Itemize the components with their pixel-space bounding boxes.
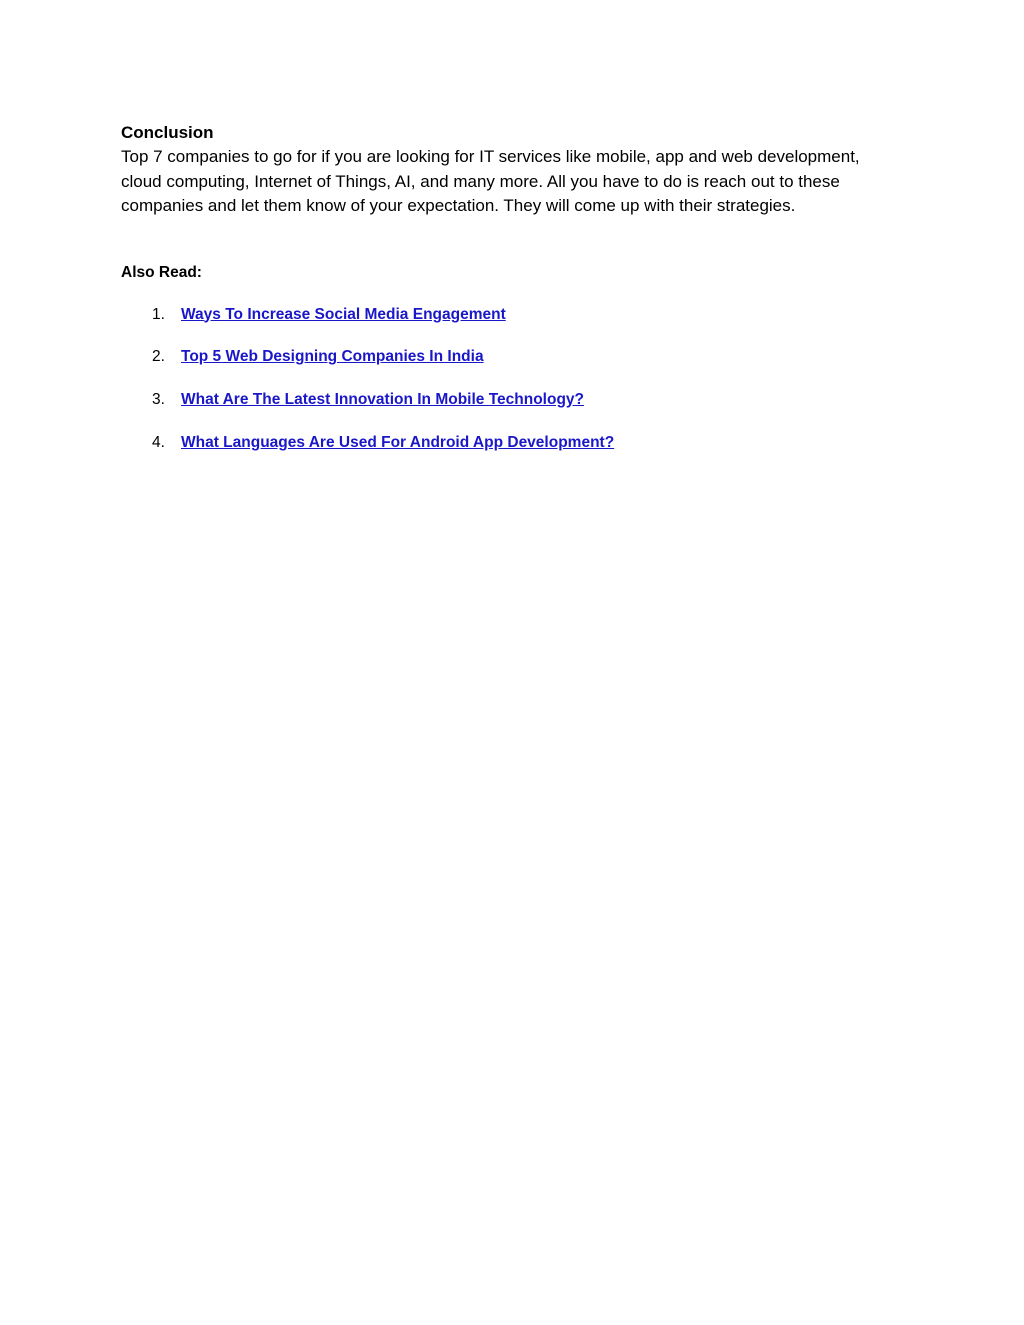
list-item (121, 390, 891, 433)
list-number: 1. (152, 305, 165, 323)
list-item (121, 433, 891, 476)
link-mobile-technology[interactable]: What Are The Latest Innovation In Mobile Technology? (181, 390, 585, 408)
also-read-label: Also Read: (121, 263, 202, 281)
list-item (121, 305, 891, 348)
also-read-list (121, 305, 891, 476)
list-item (121, 347, 891, 390)
list-number: 2. (152, 348, 165, 366)
link-android-app-development[interactable]: What Languages Are Used For Android App Development? (181, 433, 615, 451)
list-number: 3. (152, 390, 165, 408)
list-number: 4. (152, 433, 165, 451)
conclusion-heading: Conclusion (121, 123, 214, 142)
conclusion-paragraph: Top 7 companies to go for if you are looking for IT services like mobile, app and web development, cloud computing, Internet of Things, AI, and many more. All you have to do is reach out to these companies and let them know of your expectation. They will come up with their strategies. (121, 147, 860, 215)
document-content (121, 122, 891, 475)
link-social-media-engagement[interactable]: Ways To Increase Social Media Engagement (181, 305, 506, 323)
link-web-designing-companies[interactable]: Top 5 Web Designing Companies In India (181, 348, 484, 366)
